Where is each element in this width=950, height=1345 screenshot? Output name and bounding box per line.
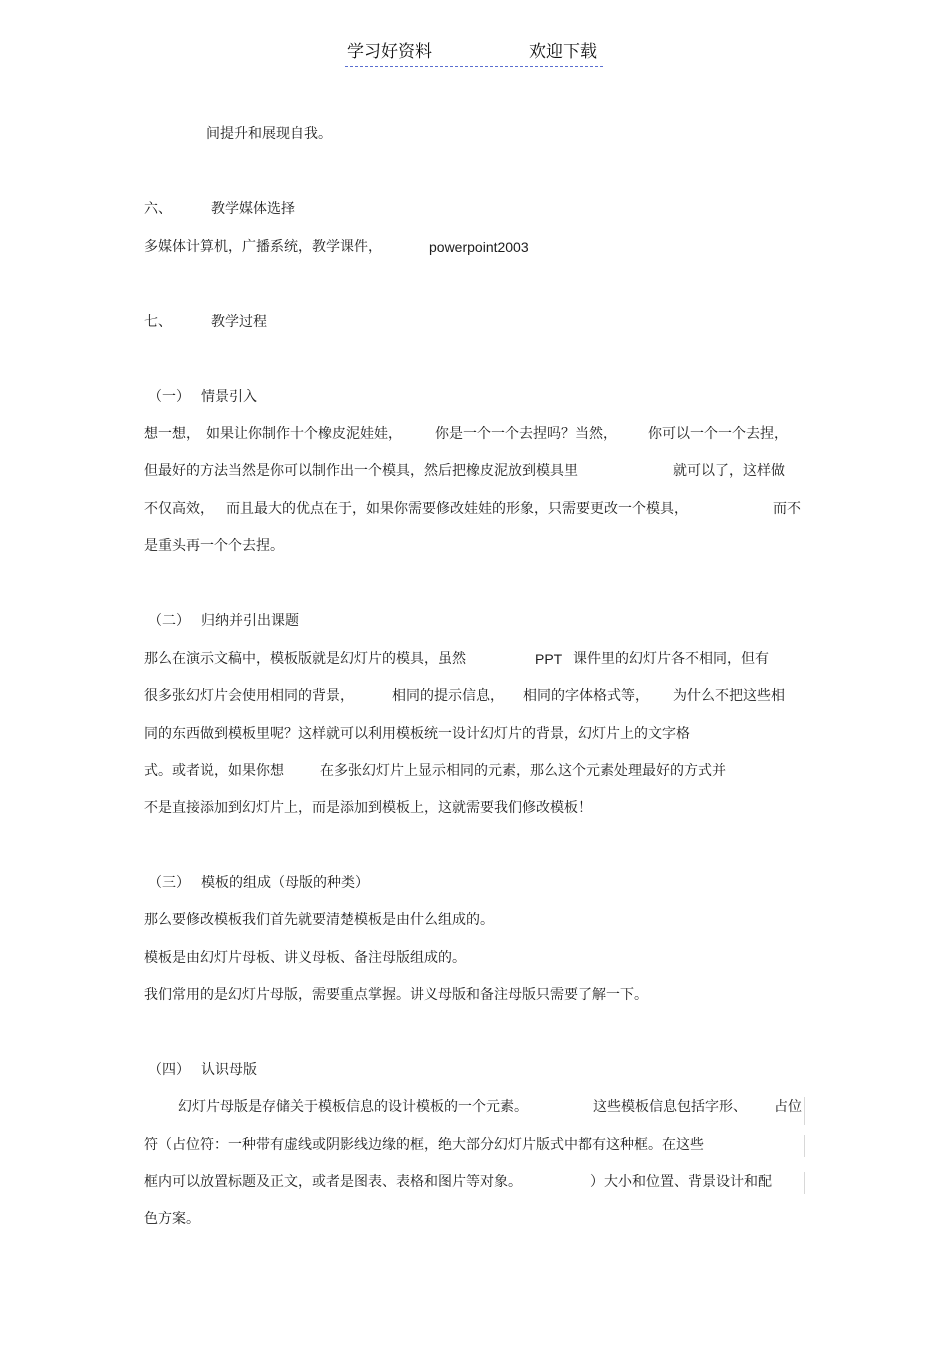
text-run: 那么在演示文稿中，模板版就是幻灯片的模具，虽然: [144, 651, 466, 667]
section-7-heading: [144, 312, 267, 332]
text-run: 在多张幻灯片上显示相同的元素，那么这个元素处理最好的方式并: [320, 763, 726, 779]
text-run: 而不: [773, 501, 801, 517]
paragraph-2-line-3: 同的东西做到模板里呢？这样就可以利用模板统一设计幻灯片的背景，幻灯片上的文字格: [144, 726, 690, 742]
text-run: 而且最大的优点在于，如果你需要修改娃娃的形象，只需要更改一个模具，: [226, 501, 688, 517]
text-run: 式。或者说，如果你想: [144, 763, 284, 779]
subsection-2-number: （二）: [148, 613, 190, 629]
paragraph-3-line-2: 模板是由幻灯片母板、讲义母板、备注母版组成的。: [144, 950, 466, 966]
text-run: ）大小和位置、背景设计和配: [590, 1174, 772, 1190]
media-line: [144, 237, 529, 257]
text-box-edge: [804, 1172, 805, 1194]
subsection-2-title: 归纳并引出课题: [201, 613, 299, 629]
subsection-3-number: （三）: [148, 875, 190, 891]
subsection-2-heading: [148, 611, 299, 631]
text-run: PPT: [535, 651, 563, 667]
text-run: 框内可以放置标题及正文，或者是图表、表格和图片等对象。: [144, 1174, 522, 1190]
text-run: 占位: [774, 1099, 802, 1115]
paragraph-1-line-3: [144, 499, 804, 519]
header-right-text: 欢迎下载: [529, 42, 597, 62]
text-run: 你可以一个一个去捏，: [648, 426, 788, 442]
subsection-4-title: 认识母版: [201, 1062, 257, 1078]
section-7-number: 七、: [144, 314, 172, 330]
text-run: 幻灯片母版是存储关于模板信息的设计模板的一个元素。: [178, 1099, 528, 1115]
section-6-number: 六、: [144, 201, 172, 217]
paragraph-4-line-4: 色方案。: [144, 1211, 200, 1227]
subsection-4-heading: [148, 1060, 257, 1080]
section-6-heading: [144, 199, 295, 219]
subsection-1-number: （一）: [148, 389, 190, 405]
subsection-1-title: 情景引入: [201, 389, 257, 405]
page-header: [345, 40, 603, 67]
text-run: 相同的提示信息，: [392, 688, 504, 704]
section-7-title: 教学过程: [211, 314, 267, 330]
paragraph-2-line-4: [144, 761, 804, 781]
intro-line: 间提升和展现自我。: [206, 126, 332, 142]
text-run: 你是一个一个去捏吗？当然，: [435, 426, 617, 442]
text-run: 相同的字体格式等，: [523, 688, 649, 704]
header-left-text: 学习好资料: [347, 42, 432, 62]
text-box-edge: [804, 1097, 805, 1125]
subsection-1-heading: [148, 387, 257, 407]
paragraph-3-line-1: 那么要修改模板我们首先就要清楚模板是由什么组成的。: [144, 912, 494, 928]
paragraph-4-line-3: [144, 1172, 804, 1192]
text-run: 如果让你制作十个橡皮泥娃娃，: [206, 426, 402, 442]
text-run: 这些模板信息包括字形、: [593, 1099, 747, 1115]
paragraph-1-line-1: [144, 424, 804, 444]
text-run: 就可以了，这样做: [673, 463, 785, 479]
text-box-edge: [804, 1135, 805, 1157]
paragraph-3-line-3: 我们常用的是幻灯片母版，需要重点掌握。讲义母版和备注母版只需要了解一下。: [144, 987, 648, 1003]
text-run: 但最好的方法当然是你可以制作出一个模具，然后把橡皮泥放到模具里: [144, 463, 578, 479]
text-run: 为什么不把这些相: [673, 688, 785, 704]
text-run: 不仅高效，: [144, 501, 214, 517]
paragraph-1-line-2: [144, 461, 804, 481]
text-run: 想一想，: [144, 426, 200, 442]
media-text: 多媒体计算机，广播系统，教学课件，: [144, 239, 382, 255]
paragraph-2-line-5: 不是直接添加到幻灯片上，而是添加到模板上，这就需要我们修改模板！: [144, 800, 592, 816]
paragraph-2-line-1: [144, 649, 804, 669]
text-run: 课件里的幻灯片各不相同，但有: [573, 651, 769, 667]
subsection-3-title: 模板的组成（母版的种类）: [201, 875, 369, 891]
media-software: powerpoint2003: [429, 239, 529, 255]
paragraph-2-line-2: [144, 686, 804, 706]
subsection-3-heading: [148, 873, 369, 893]
paragraph-4-line-2: 符（占位符：一种带有虚线或阴影线边缘的框，绝大部分幻灯片版式中都有这种框。在这些: [144, 1137, 704, 1153]
subsection-4-number: （四）: [148, 1062, 190, 1078]
section-6-title: 教学媒体选择: [211, 201, 295, 217]
paragraph-1-line-4: 是重头再一个个去捏。: [144, 538, 284, 554]
text-run: 很多张幻灯片会使用相同的背景，: [144, 688, 354, 704]
